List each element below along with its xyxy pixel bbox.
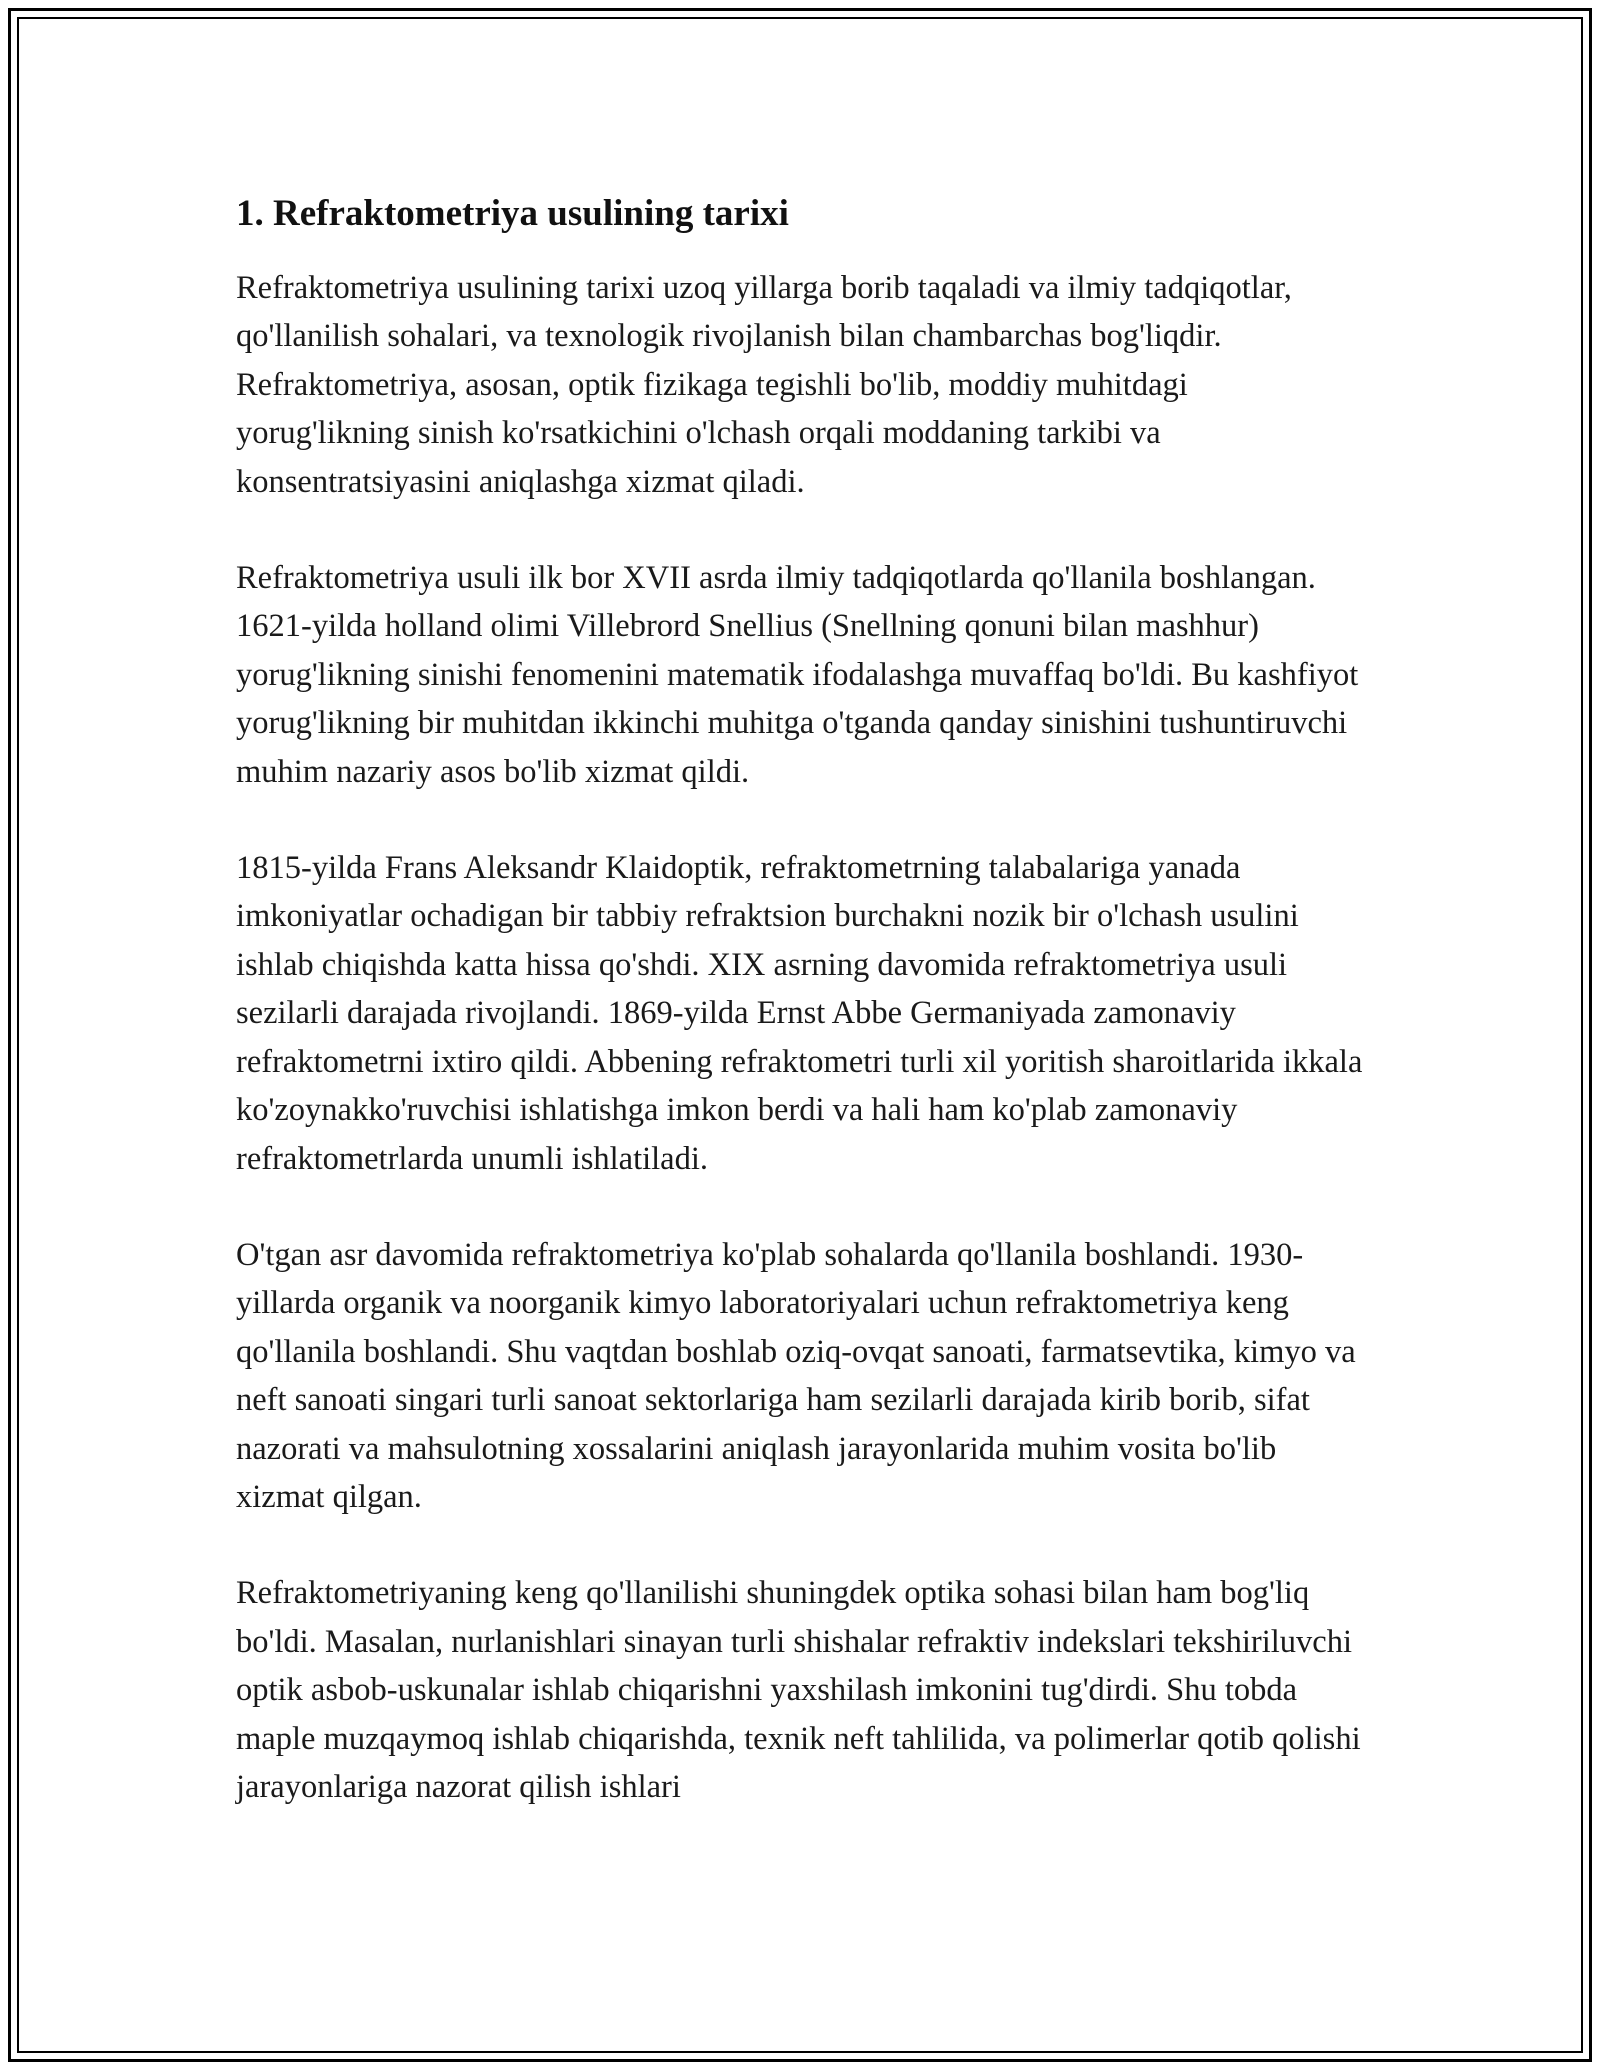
paragraph-4: O'tgan asr davomida refraktometriya ko'plab sohalarda qo'llanila boshlandi. 1930-yillarda organik va noorganik kimyo laboratoriyalari uchun refraktometriya keng qo'llanila boshlandi. Shu vaqtdan boshlab oziq-ovqat sanoati, farmatsevtika, kimyo va neft sanoati singari turli sanoat sektorlariga ham sezilarli darajada kirib borib, sifat nazorati va mahsulotning xossalarini aniqlash jarayonlarida muhim vosita bo'lib xizmat qilgan. <box>236 1236 1356 1515</box>
paragraph-3: 1815-yilda Frans Aleksandr Klaidoptik, refraktometrning talabalariga yanada imkoniyatlar ochadigan bir tabbiy refraktsion burchakni nozik bir o'lchash usulini ishlab chiqishda katta hissa qo'shdi. XIX asrning davomida refraktometriya usuli sezilarli darajada rivojlandi. 1869-yilda Ernst Abbe Germaniyada zamonaviy refraktometrni ixtiro qildi. Abbening refraktometri turli xil yoritish sharoitlarida ikkala ko'zoynakko'ruvchisi ishlatishga imkon berdi va hali ham ko'plab zamonaviy refraktometrlarda unumli ishlatiladi. <box>236 850 1363 1177</box>
paragraph-2: Refraktometriya usuli ilk bor XVII asrda ilmiy tadqiqotlarda qo'llanila boshlangan. 1621-yilda holland olimi Villebrord Snellius (Snellning qonuni bilan mashhur) yorug'likning sinishi fenomenini matematik ifodalashga muvaffaq bo'ldi. Bu kashfiyot yorug'likning bir muhitdan ikkinchi muhitga o'tganda qanday sinishini tushuntiruvchi muhim nazariy asos bo'lib xizmat qildi. <box>236 560 1359 790</box>
paragraph-5: Refraktometriyaning keng qo'llanilishi shuningdek optika sohasi bilan ham bog'liq bo'ldi. Masalan, nurlanishlari sinayan turli shishalar refraktiv indekslari tekshiriluvchi optik asbob-uskunalar ishlab chiqarishni yaxshilash imkonini tug'dirdi. Shu tobda maple muzqaymoq ishlab chiqarishda, texnik neft tahlilida, va polimerlar qotib qolishi jarayonlariga nazorat qilish ishlari <box>236 1575 1361 1805</box>
document-body <box>236 188 1366 1859</box>
paragraph-1: Refraktometriya usulining tarixi uzoq yillarga borib taqaladi va ilmiy tadqiqotlar, qo'llanilish sohalari, va texnologik rivojlanish bilan chambarchas bog'liqdir. Refraktometriya, asosan, optik fizikaga tegishli bo'lib, moddiy muhitdagi yorug'likning sinish ko'rsatkichini o'lchash orqali moddaning tarkibi va konsentratsiyasini aniqlashga xizmat qiladi. <box>236 270 1292 500</box>
section-heading: 1. Refraktometriya usulining tarixi <box>236 193 789 234</box>
